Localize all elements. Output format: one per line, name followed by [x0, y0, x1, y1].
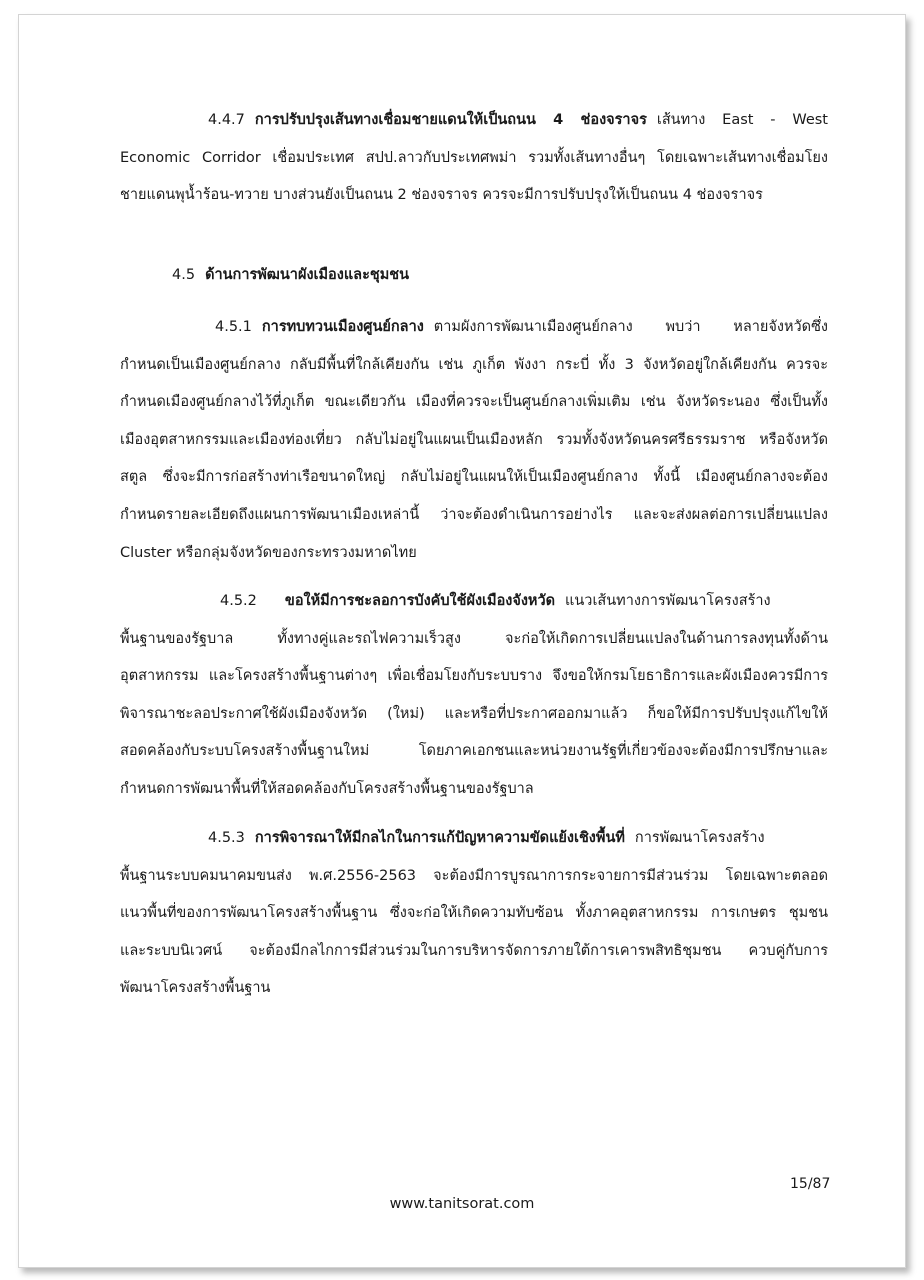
footer-url: www.tanitsorat.com — [389, 1196, 535, 1212]
section-title: การพิจารณาให้มีกลไกในการแก้ปัญหาความขัดแย้งเชิงพื้นที่ — [254, 830, 625, 846]
section-number: 4.5.1 — [215, 319, 252, 335]
section-heading-4-5 — [172, 261, 409, 289]
paragraph-line: พัฒนาโครงสร้างพื้นฐาน — [120, 980, 271, 997]
paragraph-line: สตูล ซึ่งจะมีการก่อสร้างท่าเรือขนาดใหญ่ กลับไม่อยู่ในแผนให้เป็นเมืองศูนย์กลาง ทั้งนี้ เมืองศูนย์กลางจะต้อง — [120, 469, 828, 486]
paragraph-line: กำหนดเป็นเมืองศูนย์กลาง กลับมีพื้นที่ใกล้เคียงกัน เช่น ภูเก็ต พังงา กระบี่ ทั้ง 3 จังหวัดอยู่ใกล้เคียงกัน ควรจะ — [120, 356, 828, 373]
paragraph-text: แนวเส้นทางการพัฒนาโครงสร้าง — [565, 593, 771, 609]
section-title: ขอให้มีการชะลอการบังคับใช้ผังเมืองจังหวัด — [284, 593, 556, 609]
section-4-5-3-first-line — [120, 824, 828, 862]
paragraph-line: แนวพื้นที่ของการพัฒนาโครงสร้างพื้นฐาน ซึ่งจะก่อให้เกิดความทับซ้อน ทั้งภาคอุตสาหกรรม การเกษตร ชุมชน — [120, 905, 828, 922]
paragraph-line: กำหนดการพัฒนาพื้นที่ให้สอดคล้องกับโครงสร้างพื้นฐานของรัฐบาล — [120, 780, 534, 797]
paragraph-line: Cluster หรือกลุ่มจังหวัดของกระทรวงมหาดไทย — [120, 544, 417, 561]
paragraph-line: และระบบนิเวศน์ จะต้องมีกลไกการมีส่วนร่วมในการบริหารจัดการภายใต้การเคารพสิทธิชุมชน ควบคู่กับการ — [120, 942, 828, 959]
paragraph-line: กำหนดเมืองศูนย์กลางไว้ที่ภูเก็ต ขณะเดียวกัน เมืองที่ควรจะเป็นศูนย์กลางเพิ่มเติม เช่น จังหวัดระนอง ซึ่งเป็นทั้ง — [120, 394, 828, 411]
page-number: 15/87 — [790, 1176, 831, 1192]
paragraph-line: สอดคล้องกับระบบโครงสร้างพื้นฐานใหม่ โดยภาคเอกชนและหน่วยงานรัฐที่เกี่ยวข้องจะต้องมีการปรึกษาและ — [120, 743, 828, 760]
section-number: 4.5.3 — [208, 830, 245, 846]
paragraph-line: พื้นฐานของรัฐบาล ทั้งทางคู่และรถไฟความเร็วสูง จะก่อให้เกิดการเปลี่ยนแปลงในด้านการลงทุนทั้งด้าน — [120, 630, 828, 647]
section-number: 4.5.2 — [220, 593, 257, 609]
section-4-5-2-first-line — [120, 587, 828, 625]
section-title: การทบทวนเมืองศูนย์กลาง — [261, 319, 424, 335]
section-4-5-1-first-line — [120, 313, 828, 351]
section-title: การปรับปรุงเส้นทางเชื่อมชายแดนให้เป็นถนน 4 ช่องจราจร — [254, 112, 647, 128]
paragraph-line: อุตสาหกรรม และโครงสร้างพื้นฐานต่างๆ เพื่อเชื่อมโยงกับระบบราง จึงขอให้กรมโยธาธิการและผังเมืองควรมีการ — [120, 668, 828, 685]
paragraph-line: Economic Corridor เชื่อมประเทศ สปป.ลาวกับประเทศพม่า รวมทั้งเส้นทางอื่นๆ โดยเฉพาะเส้นทางเชื่อมโยง — [120, 149, 828, 166]
paragraph-text: การพัฒนาโครงสร้าง — [634, 830, 765, 846]
paragraph-line: เมืองอุตสาหกรรมและเมืองท่องเที่ยว กลับไม่อยู่ในแผนเป็นเมืองหลัก รวมทั้งจังหวัดนครศรีธรรมราช หรือจังหวัด — [120, 431, 828, 448]
paragraph-line: พิจารณาชะลอประกาศใช้ผังเมืองจังหวัด (ใหม่) และหรือที่ประกาศออกมาแล้ว ก็ขอให้มีการปรับปรุงแก้ไขให้ — [120, 705, 828, 722]
section-title: ด้านการพัฒนาผังเมืองและชุมชน — [205, 267, 410, 283]
paragraph-line: กำหนดรายละเอียดถึงแผนการพัฒนาเมืองเหล่านี้ ว่าจะต้องดำเนินการอย่างไร และจะส่งผลต่อการเปลี่ยนแปลง — [120, 506, 828, 523]
section-number: 4.5 — [172, 267, 196, 283]
section-number: 4.4.7 — [208, 112, 245, 128]
paragraph-text: เส้นทาง East - West — [656, 112, 828, 128]
paragraph-line: ชายแดนพุน้ำร้อน-ทวาย บางส่วนยังเป็นถนน 2 ช่องจราจร ควรจะมีการปรับปรุงให้เป็นถนน 4 ช่องจราจร — [120, 187, 763, 204]
section-4-4-7-first-line — [120, 106, 828, 144]
paragraph-text: ตามผังการพัฒนาเมืองศูนย์กลาง พบว่า หลายจังหวัดซึ่ง — [433, 319, 828, 335]
paragraph-line: พื้นฐานระบบคมนาคมขนส่ง พ.ศ.2556-2563 จะต้องมีการบูรณาการกระจายการมีส่วนร่วม โดยเฉพาะตลอด — [120, 867, 828, 884]
